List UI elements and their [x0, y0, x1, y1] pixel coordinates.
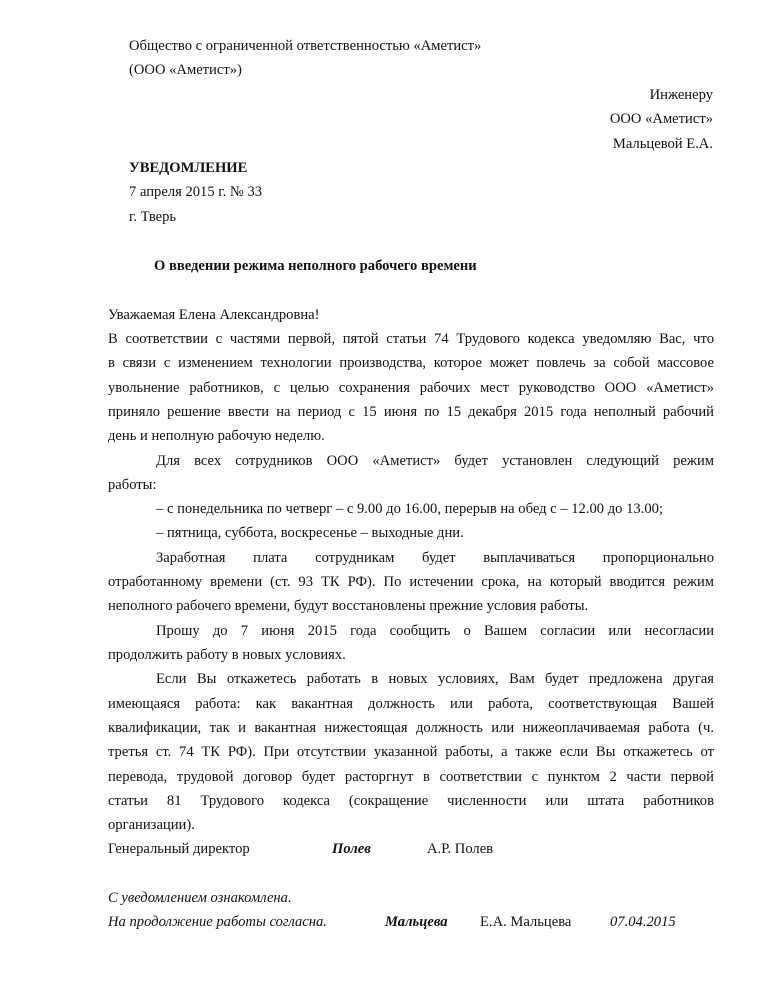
list-item: – пятница, суббота, воскресенье – выходные дни. — [156, 525, 464, 541]
paragraph-5-line: организации). — [108, 817, 195, 833]
paragraph-1-line: В соответствии с частями первой, пятой статьи 74 Трудового кодекса уведомляю Вас, что — [108, 331, 714, 347]
paragraph-4-line: продолжить работу в новых условиях. — [108, 647, 346, 663]
doc-type: УВЕДОМЛЕНИЕ — [129, 160, 248, 176]
addressee-company: ООО «Аметист» — [609, 111, 713, 127]
paragraph-3-line: Заработная плата сотрудникам будет выплачиваться пропорционально — [156, 550, 714, 566]
org-short-name: (ООО «Аметист») — [129, 62, 242, 78]
addressee-name: Мальцевой Е.А. — [612, 136, 713, 152]
addressee-position: Инженеру — [649, 87, 713, 103]
paragraph-1-line: приняло решение ввести на период с 15 июня по 15 декабря 2015 года неполный рабочий — [108, 404, 714, 420]
consent-line: На продолжение работы согласна. — [108, 914, 327, 930]
paragraph-3-line: отработанному времени (ст. 93 ТК РФ). По истечении срока, на который вводится режим — [108, 574, 714, 590]
greeting: Уважаемая Елена Александровна! — [108, 307, 320, 323]
doc-subject: О введении режима неполного рабочего времени — [154, 258, 477, 274]
list-item: – с понедельника по четверг – с 9.00 до 16.00, перерыв на обед с – 12.00 до 13.00; — [156, 501, 663, 517]
employee-name: Е.А. Мальцева — [480, 914, 572, 930]
paragraph-1-line: в связи с изменением технологии производства, которое может повлечь за собой массовое — [108, 355, 714, 371]
signer-position: Генеральный директор — [108, 841, 250, 857]
doc-date-number: 7 апреля 2015 г. № 33 — [129, 184, 263, 200]
paragraph-5-line: перевода, трудовой договор будет расторгнут в соответствии с пунктом 2 части первой — [108, 769, 714, 785]
paragraph-5-line: статьи 81 Трудового кодекса (сокращение численности или штата работников — [108, 793, 714, 809]
paragraph-5-line: Если Вы откажетесь работать в новых условиях, Вам будет предложена другая — [156, 671, 714, 687]
paragraph-5-line: имеющаяся работа: как вакантная должность или работа, соответствующая Вашей — [108, 696, 714, 712]
paragraph-1-line: день и неполную рабочую неделю. — [108, 428, 325, 444]
director-signature: Полев — [332, 841, 371, 857]
signer-name: А.Р. Полев — [427, 841, 494, 857]
paragraph-2-line: Для всех сотрудников ООО «Аметист» будет установлен следующий режим — [156, 453, 714, 469]
org-full-name: Общество с ограниченной ответственностью «Аметист» — [129, 38, 482, 54]
doc-city: г. Тверь — [129, 209, 177, 225]
acknowledgement-date: 07.04.2015 — [610, 914, 676, 930]
paragraph-3-line: неполного рабочего времени, будут восстановлены прежние условия работы. — [108, 598, 589, 614]
paragraph-4-line: Прошу до 7 июня 2015 года сообщить о Вашем согласии или несогласии — [156, 623, 714, 639]
employee-signature: Мальцева — [385, 914, 448, 930]
paragraph-5-line: третья ст. 74 ТК РФ). При отсутствии указанной работы, а также если Вы откажетесь от — [108, 744, 714, 760]
acknowledgement-line: С уведомлением ознакомлена. — [108, 890, 292, 906]
paragraph-1-line: увольнение работников, с целью сохранения рабочих мест руководство ООО «Аметист» — [108, 380, 714, 396]
paragraph-2-line: работы: — [108, 477, 157, 493]
paragraph-5-line: квалификации, так и вакантная нижестоящая должность или нижеоплачиваемая работа (ч. — [108, 720, 714, 736]
